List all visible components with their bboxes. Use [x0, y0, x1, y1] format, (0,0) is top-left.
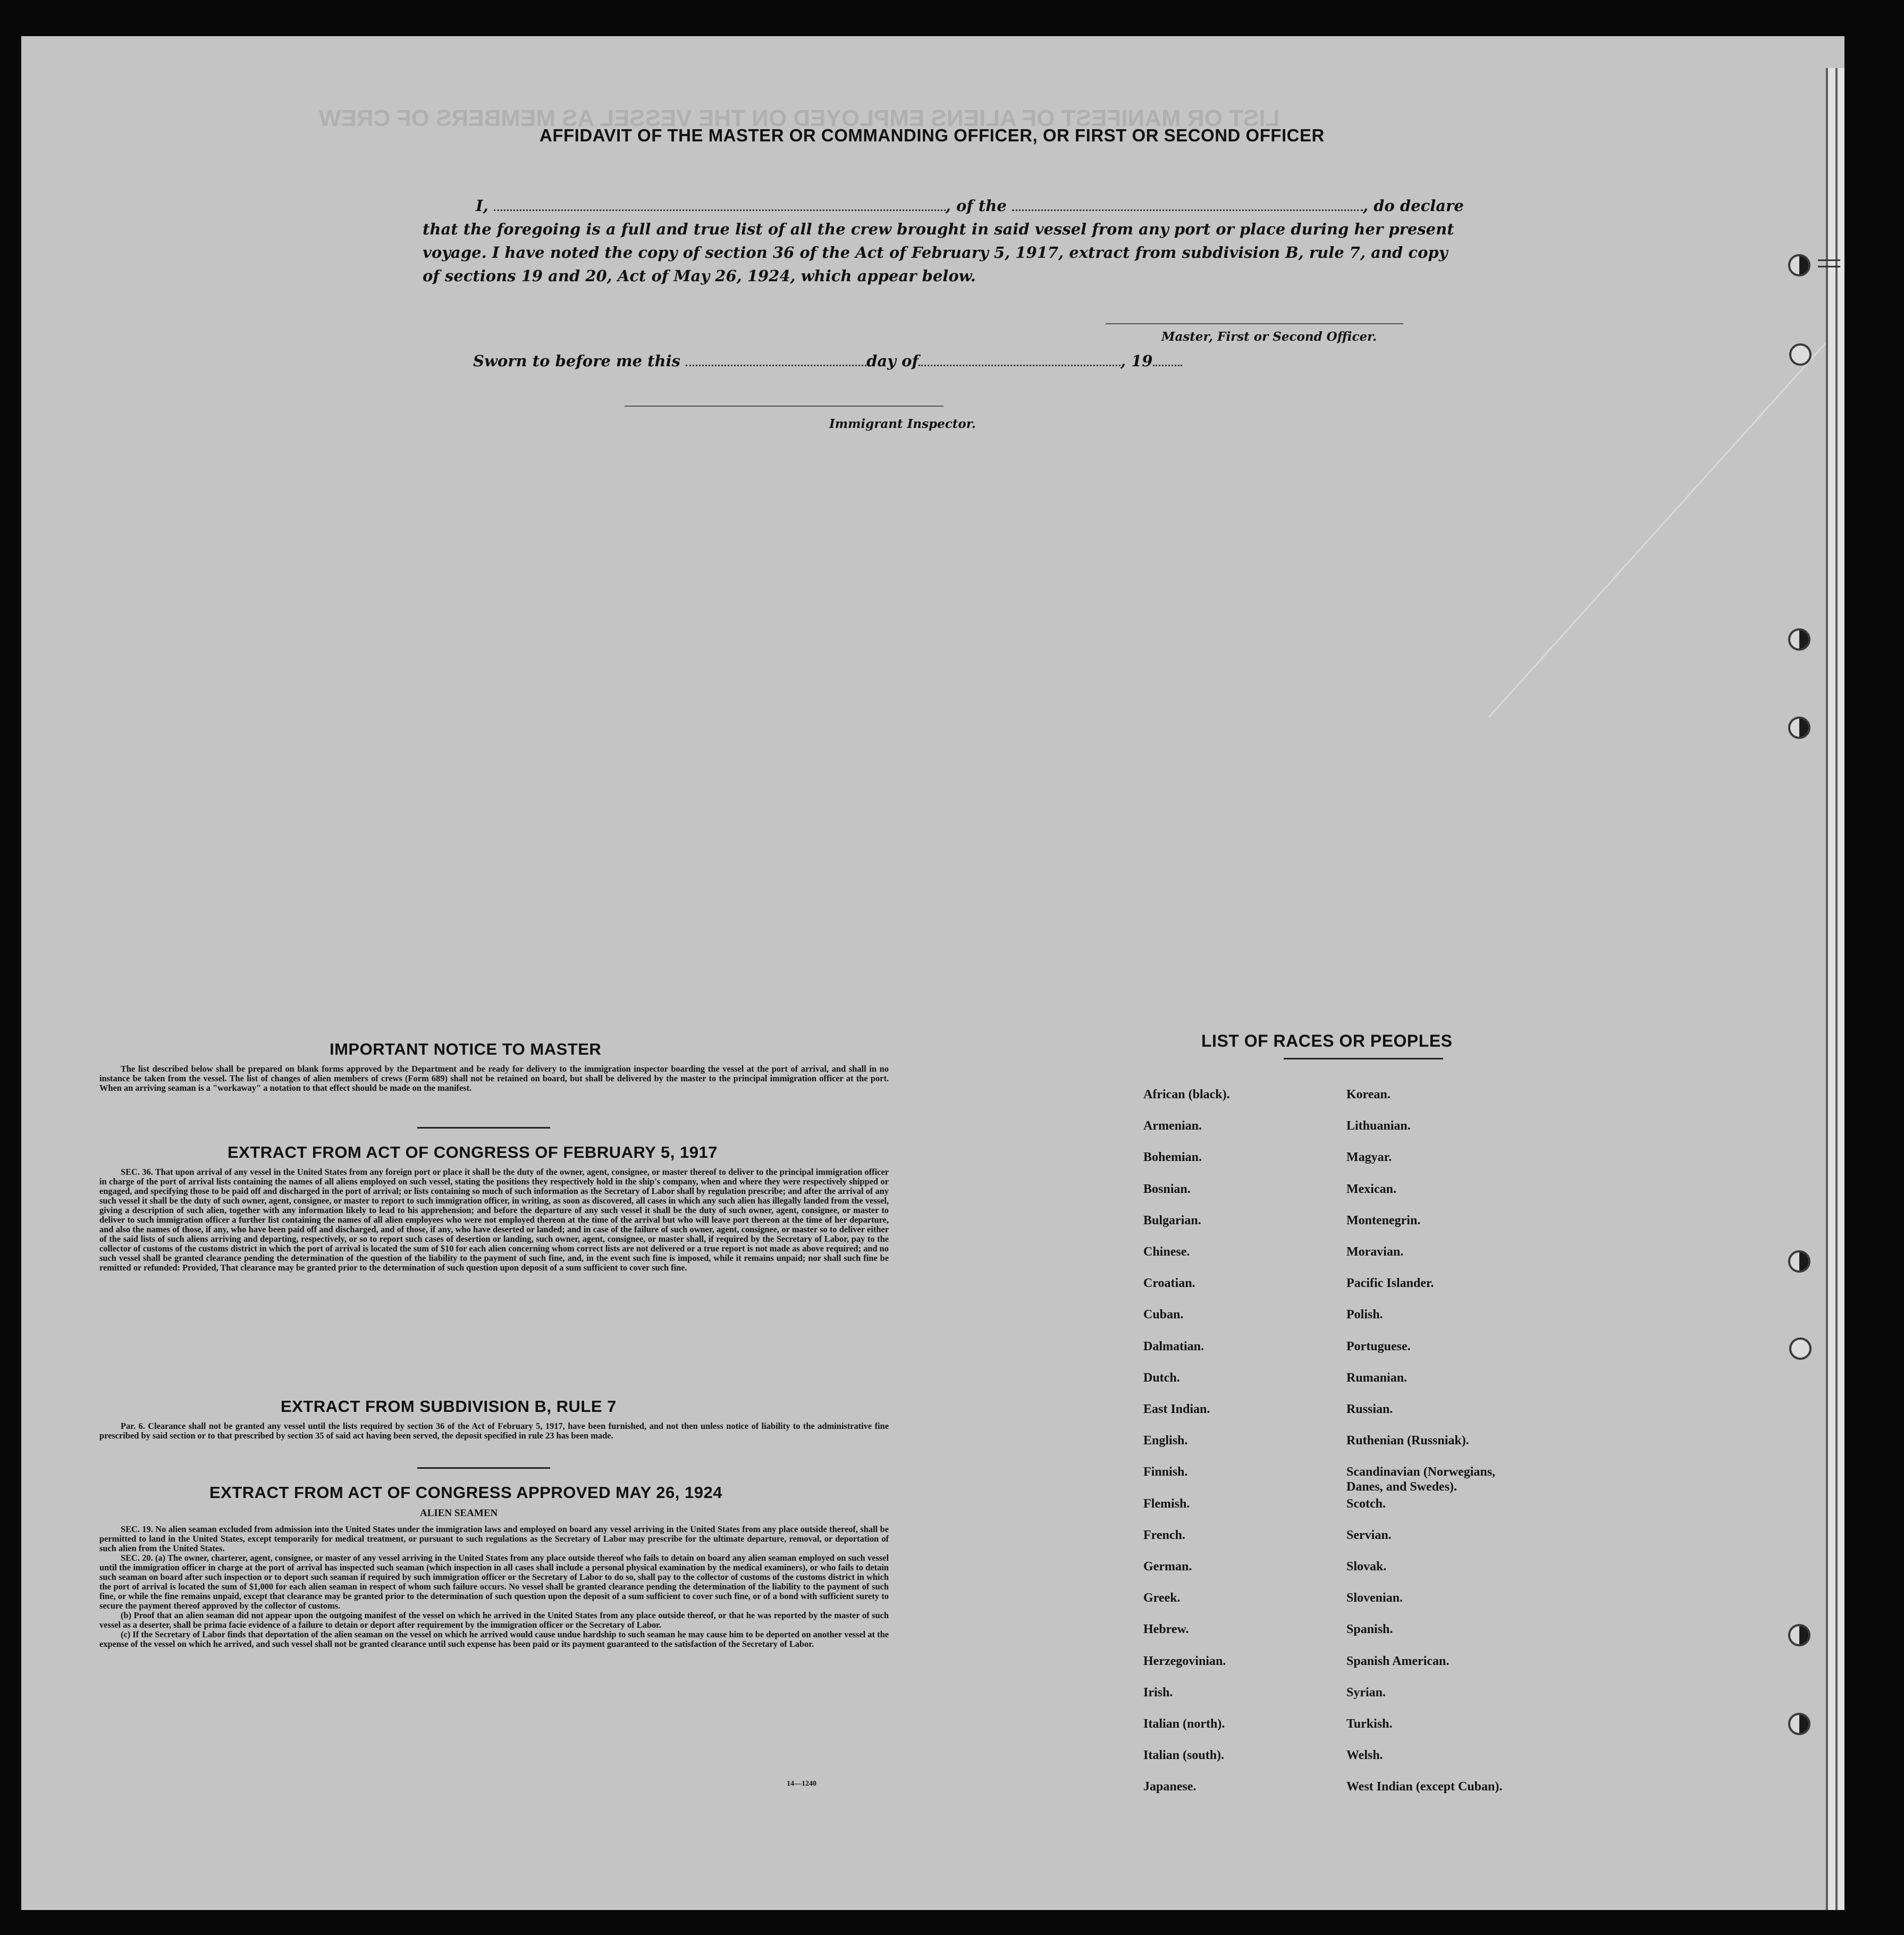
race-item: Moravian. — [1346, 1245, 1404, 1259]
affidavit-line1 — [476, 197, 1464, 215]
binder-hole — [1789, 343, 1812, 366]
divider-1 — [417, 1127, 550, 1129]
sec19-body: SEC. 19. No alien seaman excluded from admission into the United States under the immigration laws and employed on board any vessel arriving in the United States from any place outside thereof, shall be permitted to land in the United States, except temporarily for medical treatment, or pursuant to such regulations as the Secretary of Labor may prescribe for the ultimate departure, removal, or deportation of such alien from the United States. — [99, 1524, 889, 1553]
race-item: Scotch. — [1346, 1497, 1386, 1511]
race-item: Portuguese. — [1346, 1340, 1411, 1353]
race-item: Armenian. — [1143, 1119, 1202, 1133]
name-blank[interactable] — [494, 205, 946, 211]
binder-hole — [1788, 1713, 1810, 1735]
sworn-year-blank[interactable] — [1153, 360, 1182, 366]
race-item: Welsh. — [1346, 1748, 1383, 1762]
race-item: German. — [1143, 1560, 1192, 1574]
race-item: Lithuanian. — [1346, 1119, 1411, 1133]
race-item: African (black). — [1143, 1088, 1230, 1101]
affidavit-line3: voyage. I have noted the copy of section 36 of the Act of February 5, 1917, extract from subdivision B, rule 7, and copy — [423, 243, 1448, 262]
race-item: Dutch. — [1143, 1371, 1180, 1385]
race-item: Polish. — [1346, 1308, 1383, 1322]
race-item: Korean. — [1346, 1088, 1391, 1101]
race-item: Spanish American. — [1346, 1654, 1450, 1668]
race-item: Italian (south). — [1143, 1748, 1225, 1762]
race-item: Cuban. — [1143, 1308, 1184, 1322]
sec20c-body: (c) If the Secretary of Labor finds that deportation of the alien seaman on the vessel on which he arrived would cause undue hardship to such seaman he may cause him to be deported on another vessel at the expense of the vessel on which he arrived, and such vessel shall not be granted clearance until such expense has been paid or its payment guaranteed to the satisfaction of the Secretary of Labor. — [99, 1629, 889, 1649]
race-item: Syrian. — [1346, 1686, 1386, 1700]
sworn-line — [473, 352, 1182, 370]
extract-1924-title: EXTRACT FROM ACT OF CONGRESS APPROVED MAY 26, 1924 — [209, 1483, 722, 1502]
sworn-label: Sworn to before me this — [473, 352, 680, 370]
divider-2 — [417, 1467, 550, 1469]
race-item: Greek. — [1143, 1591, 1181, 1605]
affidavit-title: AFFIDAVIT OF THE MASTER OR COMMANDING OFFICER, OR FIRST OR SECOND OFFICER — [540, 125, 1325, 145]
races-title: LIST OF RACES OR PEOPLES — [1201, 1031, 1453, 1050]
race-item: Japanese. — [1143, 1780, 1197, 1794]
rule7-body: Par. 6. Clearance shall not be granted any vessel until the lists required by section 36 of the Act of February 5, 1917, have been furnished, and not then unless notice of liability to the administrative fine prescribed by said section or to that prescribed by section 35 of said act having been served, the deposit specified in rule 23 has been made. — [99, 1421, 889, 1441]
notice-title: IMPORTANT NOTICE TO MASTER — [330, 1040, 602, 1058]
rule7-block — [99, 1421, 889, 1441]
race-item: Scandinavian (Norwegians, — [1346, 1465, 1496, 1479]
affidavit-line2: that the foregoing is a full and true list of all the crew brought in said vessel from any port or place during her present — [423, 220, 1454, 238]
race-item: Finnish. — [1143, 1465, 1188, 1479]
i-prefix: I, — [476, 197, 488, 215]
binder-hole — [1788, 254, 1810, 276]
race-item: Chinese. — [1143, 1245, 1190, 1259]
race-item: Herzegovinian. — [1143, 1654, 1226, 1668]
year-prefix: , 19 — [1120, 352, 1153, 370]
race-item: Magyar. — [1346, 1150, 1392, 1164]
inspector-signature-line[interactable] — [625, 406, 943, 407]
race-item: Italian (north). — [1143, 1717, 1225, 1731]
race-item: English. — [1143, 1434, 1188, 1448]
master-signature-line[interactable] — [1106, 323, 1403, 324]
race-item: Bulgarian. — [1143, 1214, 1201, 1227]
race-item: Russian. — [1346, 1402, 1393, 1416]
race-item: Dalmatian. — [1143, 1340, 1204, 1353]
of-the-label: , of the — [945, 197, 1007, 215]
race-item: Bohemian. — [1143, 1150, 1202, 1164]
race-item: Irish. — [1143, 1686, 1173, 1700]
do-declare-label: , do declare — [1362, 197, 1464, 215]
sworn-month-blank[interactable] — [919, 360, 1121, 366]
binder-hole — [1788, 717, 1810, 739]
binder-hole — [1789, 1337, 1812, 1360]
race-item: Hebrew. — [1143, 1622, 1189, 1636]
sec20b-body: (b) Proof that an alien seaman did not appear upon the outgoing manifest of the vessel on which he arrived in the United States from any place outside thereof, or that he was reported by the master of such vessel as a deserter, shall be prima facie evidence of a failure to detain or deport after requirement by the immigration officer or the Secretary of Labor. — [99, 1610, 889, 1630]
races-divider — [1284, 1058, 1443, 1059]
race-item: Danes, and Swedes). — [1346, 1480, 1458, 1494]
sec20a-body: SEC. 20. (a) The owner, charterer, agent, consignee, or master of any vessel arriving in the United States from any place outside thereof who fails to detain on board any alien seaman employed on such vessel until the immigration officer in charge at the port of arrival has inspected such seaman (which inspection in all cases shall include a personal physical examination by the medical examiners), or who fails to detain such seaman on board after such inspection or to deport such seaman if required by such immigration officer or the Secretary of Labor to do so, shall pay to the collector of customs of the customs district in which the port of arrival is located the sum of $1,000 for each alien seaman in respect of whom such failure occurs. No vessel shall be granted clearance pending the determination of the liability to the payment of such fine, or while the fine remains unpaid, except that clearance may be granted prior to the determination of such question upon the deposit of a sum sufficient to cover such fine, or of a bond with sufficient surety to secure the payment thereof approved by the collector of customs. — [99, 1553, 889, 1611]
binding-edge-2 — [1835, 68, 1844, 1910]
race-item: Spanish. — [1346, 1622, 1393, 1636]
binder-tick — [1818, 259, 1840, 261]
day-of-label: day of — [866, 352, 919, 370]
race-item: French. — [1143, 1528, 1185, 1542]
alien-seamen-subtitle: ALIEN SEAMEN — [420, 1508, 498, 1519]
race-item: Croatian. — [1143, 1276, 1195, 1290]
ghost-heading: LIST OR MANIFEST OF ALIENS EMPLOYED ON THE VESSEL AS MEMBERS OF CREW — [319, 105, 1280, 131]
binder-hole — [1788, 628, 1810, 651]
extract-1917-title: EXTRACT FROM ACT OF CONGRESS OF FEBRUARY 5, 1917 — [228, 1143, 718, 1162]
race-item: Bosnian. — [1143, 1182, 1191, 1196]
race-item: East Indian. — [1143, 1402, 1210, 1416]
binder-tick — [1818, 266, 1840, 267]
master-signature-label: Master, First or Second Officer. — [1161, 330, 1377, 344]
race-item: Montenegrin. — [1346, 1214, 1421, 1227]
extract-1924-block — [99, 1525, 889, 1649]
vessel-blank[interactable] — [1012, 205, 1363, 211]
inspector-signature-label: Immigrant Inspector. — [829, 417, 976, 431]
affidavit-line4: of sections 19 and 20, Act of May 26, 1924, which appear below. — [423, 267, 976, 285]
race-item: Flemish. — [1143, 1497, 1190, 1511]
race-item: Slovak. — [1346, 1560, 1387, 1574]
notice-body: The list described below shall be prepared on blank forms approved by the Department and be ready for delivery to the immigration inspector boarding the vessel at the port of arrival, and shall in no instance be taken from the vessel. The list of changes of alien members of crews (Form 689) shall not be retained on board, but shall be delivered by the master to the principal immigration officer at the port. When an arriving seaman is a "workaway" a notation to that effect should be made on the manifest. — [99, 1064, 889, 1093]
race-item: Ruthenian (Russniak). — [1346, 1434, 1469, 1448]
race-item: Slovenian. — [1346, 1591, 1403, 1605]
race-item: Pacific Islander. — [1346, 1276, 1434, 1290]
rule7-title: EXTRACT FROM SUBDIVISION B, RULE 7 — [281, 1397, 617, 1416]
race-item: Turkish. — [1346, 1717, 1393, 1731]
race-item: Servian. — [1346, 1528, 1392, 1542]
binder-hole — [1788, 1624, 1810, 1646]
race-item: Mexican. — [1346, 1182, 1396, 1196]
extract-1917-body: SEC. 36. That upon arrival of any vessel in the United States from any foreign port or place it shall be the duty of the owner, agent, consignee, or master thereof to deliver to the principal immigration officer in charge of the port of arrival lists containing the names of all aliens employed on such vessel, stating the positions they respectively hold in the ship's company, when and where they were respectively shipped or engaged, and specifying those to be paid off and discharged in the port of arrival; or lists containing so much of such information as the Secretary of Labor shall by regulation prescribe; and after the arrival of any such vessel it shall be the duty of such owner, agent, consignee, or master to report to such immigration officer, in writing, as soon as discovered, all cases in which any such alien has illegally landed from the vessel, giving a description of such alien, together with any information likely to lead to his apprehension; and before the departure of any such vessel it shall be the duty of such owner, agent, consignee, or master to deliver to such immigration officer a further list containing the names of all alien employees who were not employed thereon at the time of the arrival but who will leave port thereon at the time of her departure, and also the names of those, if any, who have been paid off and discharged, and of those, if any, who have deserted or landed; and in case of the failure of such owner, agent, consignee, or master so to deliver either of the said lists of such aliens arriving and departing, respectively, or so to report such cases of desertion or landing, such owner, agent, consignee, or master shall, if required by the Secretary of Labor, pay to the collector of customs of the customs district in which the port of arrival is located the sum of $10 for each alien concerning whom correct lists are not delivered or a true report is not made as above required; and no such vessel shall be granted clearance pending the determination of the question of the liability to the payment of such fine, and, in the event such fine is imposed, while it remains unpaid; nor shall such fine be remitted or refunded: Provided, That clearance may be granted prior to the determination of such question upon deposit of a sum sufficient to cover such fine. — [99, 1167, 889, 1273]
extract-1917-block — [99, 1167, 889, 1273]
form-number: 14—1240 — [787, 1780, 816, 1788]
race-item: Rumanian. — [1346, 1371, 1408, 1385]
sworn-day-blank[interactable] — [686, 360, 866, 366]
notice-block — [99, 1064, 889, 1093]
document-page — [21, 36, 1844, 1910]
binder-hole — [1788, 1250, 1810, 1273]
race-item: West Indian (except Cuban). — [1346, 1780, 1503, 1794]
binding-edge-1 — [1826, 68, 1835, 1910]
